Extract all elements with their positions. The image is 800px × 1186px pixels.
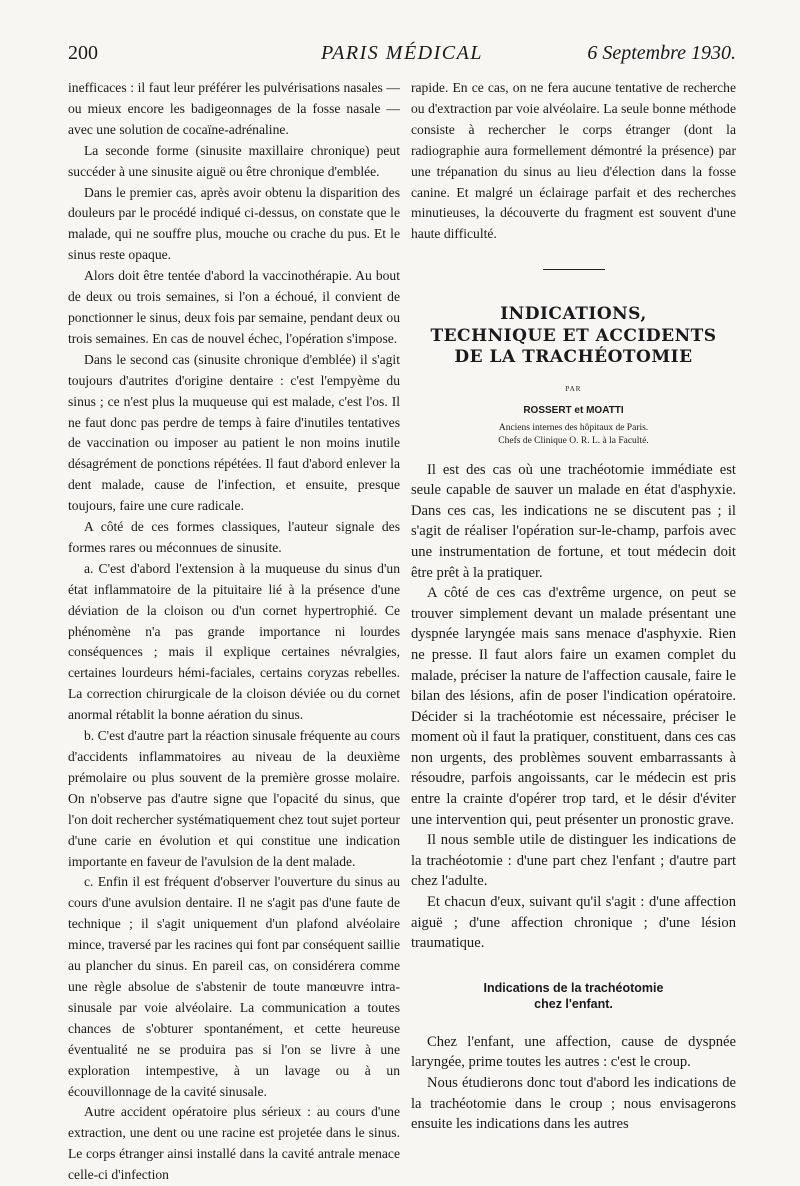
paragraph: Il est des cas où une trachéotomie immédiate est seule capable de sauver un malade en état d'asphyxie. Dans ces cas, les indications ne se discutent pas ; il s'agit de réaliser l'opération sur-le-champ, parfois avec une instrumentation de fortune, et tout médecin doit être prêt à la pratiquer.: [411, 461, 736, 581]
paragraph: rapide. En ce cas, on ne fera aucune tentative de recherche ou d'extraction par voie alvéolaire. La seule bonne méthode consiste à rechercher le corps étranger (dont la radiographie aura formellement démontré la présence) par une trépanation du sinus au lieu d'élection dans la fosse canine. Et malgré un éclairage parfait et des recherches minutieuses, la découverte du fragment est souvent d'une haute difficulté.: [411, 80, 736, 242]
by-label: PAR: [565, 384, 582, 393]
paragraph: Dans le second cas (sinusite chronique d'emblée) il s'agit toujours d'autrites d'origine dentaire : c'est l'empyème du sinus ; ce n'est plus la muqueuse qui est malade, c'est l'os. Il ne faut donc pas perdre de temps à faire d'inutiles tentatives de vaccination ou imposer au patient le non moins inutile désagrément de ponctions répétées. Il faut d'abord enlever la dent malade, cause de l'infection, et ensuite, presque toujours, faire une cure radicale.: [68, 351, 400, 514]
page-number: 200: [68, 42, 98, 64]
affiliation-line: Chefs de Clinique O. R. L. à la Faculté.: [498, 435, 649, 446]
journal-title: PARIS MÉDICAL: [321, 42, 483, 64]
left-column: [68, 78, 400, 1186]
paragraph: Il nous semble utile de distinguer les indications de la trachéotomie : d'une part chez l'enfant ; d'autre part chez l'adulte.: [411, 832, 736, 890]
paragraph: Et chacun d'eux, suivant qu'il s'agit : d'une affection aiguë ; d'une affection chronique ; d'une lésion traumatique.: [411, 894, 736, 952]
section-divider: [543, 269, 605, 270]
paragraph: a. C'est d'abord l'extension à la muqueuse du sinus d'un état inflammatoire de la pituitaire lié à la présence d'une déviation de la cloison ou d'un cornet hypertrophié. Ce phénomène n'a pas grande importance ni lourdes conséquences ; mais il explique certaines névralgies, certaines lourdeurs hémi-faciales, certains coryzas rebelles. La correction chirurgicale de la cloison déviée ou du cornet anormal rétablit la bonne aération du sinus.: [68, 560, 400, 723]
article-body: [411, 460, 736, 1135]
right-column: [411, 78, 736, 1135]
affiliation: [411, 422, 736, 448]
paragraph: inefficaces : il faut leur préférer les pulvérisations nasales — ou mieux encore les badigeonnages de la fosse nasale — avec une solution de cocaïne-adrénaline.: [68, 80, 400, 137]
paragraph: A côté de ces cas d'extrême urgence, on peut se trouver simplement devant un malade présentant une dyspnée laryngée mais sans menace d'asphyxie. Rien ne presse. Il faut alors faire un examen complet du malade, préciser la nature de l'affection causale, faire le bilan des lésions, afin de poser l'indication opératoire. Décider si la trachéotomie est nécessaire, préciser le moment où il faut la pratiquer, constituent, dans ces cas non urgents, des problèmes souvent embarrassants à résoudre, parfois angoissants, car le médecin est pris entre la crainte d'opérer trop tard, et le désir d'éviter une intervention qui, peut présenter un pronostic grave.: [411, 585, 736, 828]
authors: ROSSERT et MOATTI: [523, 404, 624, 416]
paragraph: Autre accident opératoire plus sérieux : au cours d'une extraction, une dent ou une racine est projetée dans le sinus. Le corps étranger ainsi installé dans la cavité antrale menace celle-ci d'infection: [68, 1104, 400, 1183]
title-line: DE LA TRACHÉOTOMIE: [454, 347, 693, 368]
title-line: TECHNIQUE ET ACCIDENTS: [430, 325, 717, 346]
paragraph: c. Enfin il est fréquent d'observer l'ouverture du sinus au cours d'une avulsion dentaire. Il ne s'agit pas d'une faute de technique ; il s'agit uniquement d'un plafond alvéolaire mince, traversé par les racines qui font par conséquent saillie au plancher du sinus. En pareil cas, on considérera comme une règle absolue de s'abstenir de toute manœuvre intra-sinusale par voie alvéolaire. La communication a toutes chances de s'obturer spontanément, et cette heureuse éventualité ne se produira pas si l'on se livre à une exploration intempestive, à un lavage ou à un écouvillonnage de la cavité sinusale.: [68, 874, 400, 1099]
paragraph: Nous étudierons donc tout d'abord les indications de la trachéotomie dans le croup ; nous envisagerons ensuite les indications dans les autres: [411, 1075, 736, 1133]
paragraph: Dans le premier cas, après avoir obtenu la disparition des douleurs par le procédé indiqué ci-dessus, on constate que le malade, qui ne souffre plus, mouche ou crache du pus. Et le sinus reste opaque.: [68, 184, 400, 263]
paragraph: b. C'est d'autre part la réaction sinusale fréquente au cours d'accidents inflammatoires au niveau de la deuxième prémolaire ou plus souvent de la première grosse molaire. On n'observe pas d'autre signe que l'opacité du sinus, que l'on doit rechercher systématiquement chez tout sujet porteur d'une carie en évolution et qui constitue une indication importante en faveur de l'avulsion de la dent malade.: [68, 728, 400, 869]
title-line: INDICATIONS,: [500, 304, 647, 325]
article-title: [411, 304, 736, 369]
paragraph: Chez l'enfant, une affection, cause de dyspnée laryngée, prime toutes les autres : c'est le croup.: [411, 1033, 736, 1071]
subheading-line: chez l'enfant.: [534, 996, 613, 1011]
affiliation-line: Anciens internes des hôpitaux de Paris.: [498, 422, 649, 433]
paragraph: La seconde forme (sinusite maxillaire chronique) peut succéder à une sinusite aiguë ou être chronique d'emblée.: [68, 142, 400, 179]
running-header: [68, 42, 736, 68]
subheading-line: Indications de la trachéotomie: [483, 980, 664, 995]
subheading: [411, 980, 736, 1012]
paragraph: Alors doit être tentée d'abord la vaccinothérapie. Au bout de deux ou trois semaines, si l'on a échoué, il convient de ponctionner le sinus, deux fois par semaine, pendant deux ou trois semaines. En cas de nouvel échec, l'opération s'impose.: [68, 268, 400, 346]
paragraph: A côté de ces formes classiques, l'auteur signale des formes rares ou méconnues de sinusite.: [68, 519, 400, 555]
issue-date: 6 Septembre 1930.: [587, 42, 736, 64]
